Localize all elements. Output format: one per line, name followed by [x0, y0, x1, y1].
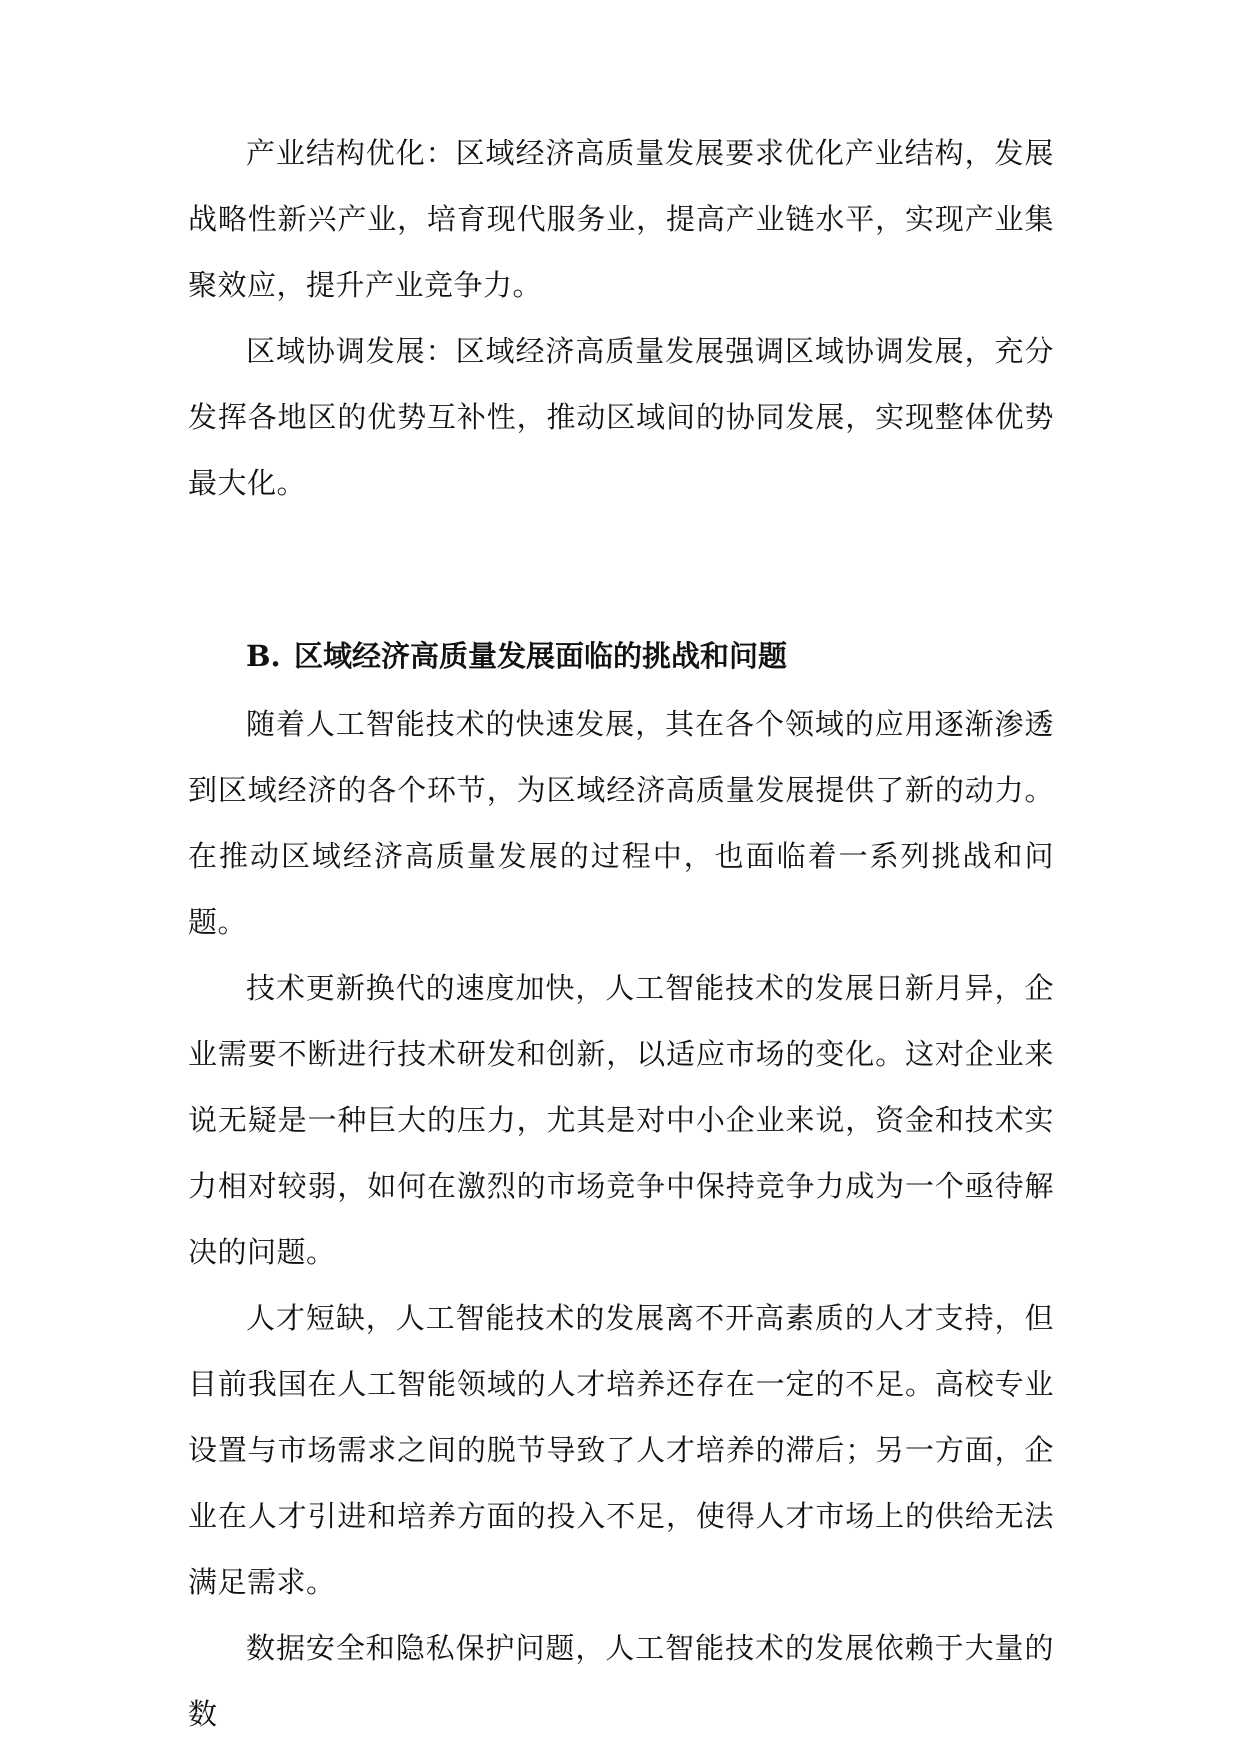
paragraph-technology-update: 技术更新换代的速度加快，人工智能技术的发展日新月异，企业需要不断进行技术研发和创新，以适应市场的变化。这对企业来说无疑是一种巨大的压力，尤其是对中小企业来说，资金和技术实力相对较弱，如何在激烈的市场竞争中保持竞争力成为一个亟待解决的问题。 [188, 971, 1054, 1269]
section-number: B. [246, 639, 281, 673]
paragraph-regional-coordination: 区域协调发展：区域经济高质量发展强调区域协调发展，充分发挥各地区的优势互补性，推动区域间的协同发展，实现整体优势最大化。 [188, 334, 1054, 500]
paragraph-ai-development: 随着人工智能技术的快速发展，其在各个领域的应用逐渐渗透到区域经济的各个环节，为区域经济高质量发展提供了新的动力。在推动区域经济高质量发展的过程中，也面临着一系列挑战和问题。 [188, 707, 1054, 939]
body-text-block [188, 691, 1054, 1747]
paragraph-data-security: 数据安全和隐私保护问题，人工智能技术的发展依赖于大量的数 [188, 1631, 1054, 1731]
section-title: 区域经济高质量发展面临的挑战和问题 [294, 639, 788, 673]
paragraph-industrial-structure: 产业结构优化：区域经济高质量发展要求优化产业结构，发展战略性新兴产业，培育现代服务业，提高产业链水平，实现产业集聚效应，提升产业竞争力。 [188, 136, 1054, 302]
paragraph-talent-shortage: 人才短缺，人工智能技术的发展离不开高素质的人才支持，但目前我国在人工智能领域的人才培养还存在一定的不足。高校专业设置与市场需求之间的脱节导致了人才培养的滞后；另一方面，企业在人才引进和培养方面的投入不足，使得人才市场上的供给无法满足需求。 [188, 1301, 1054, 1599]
intro-text-block [188, 120, 1054, 516]
section-heading [246, 628, 1046, 684]
